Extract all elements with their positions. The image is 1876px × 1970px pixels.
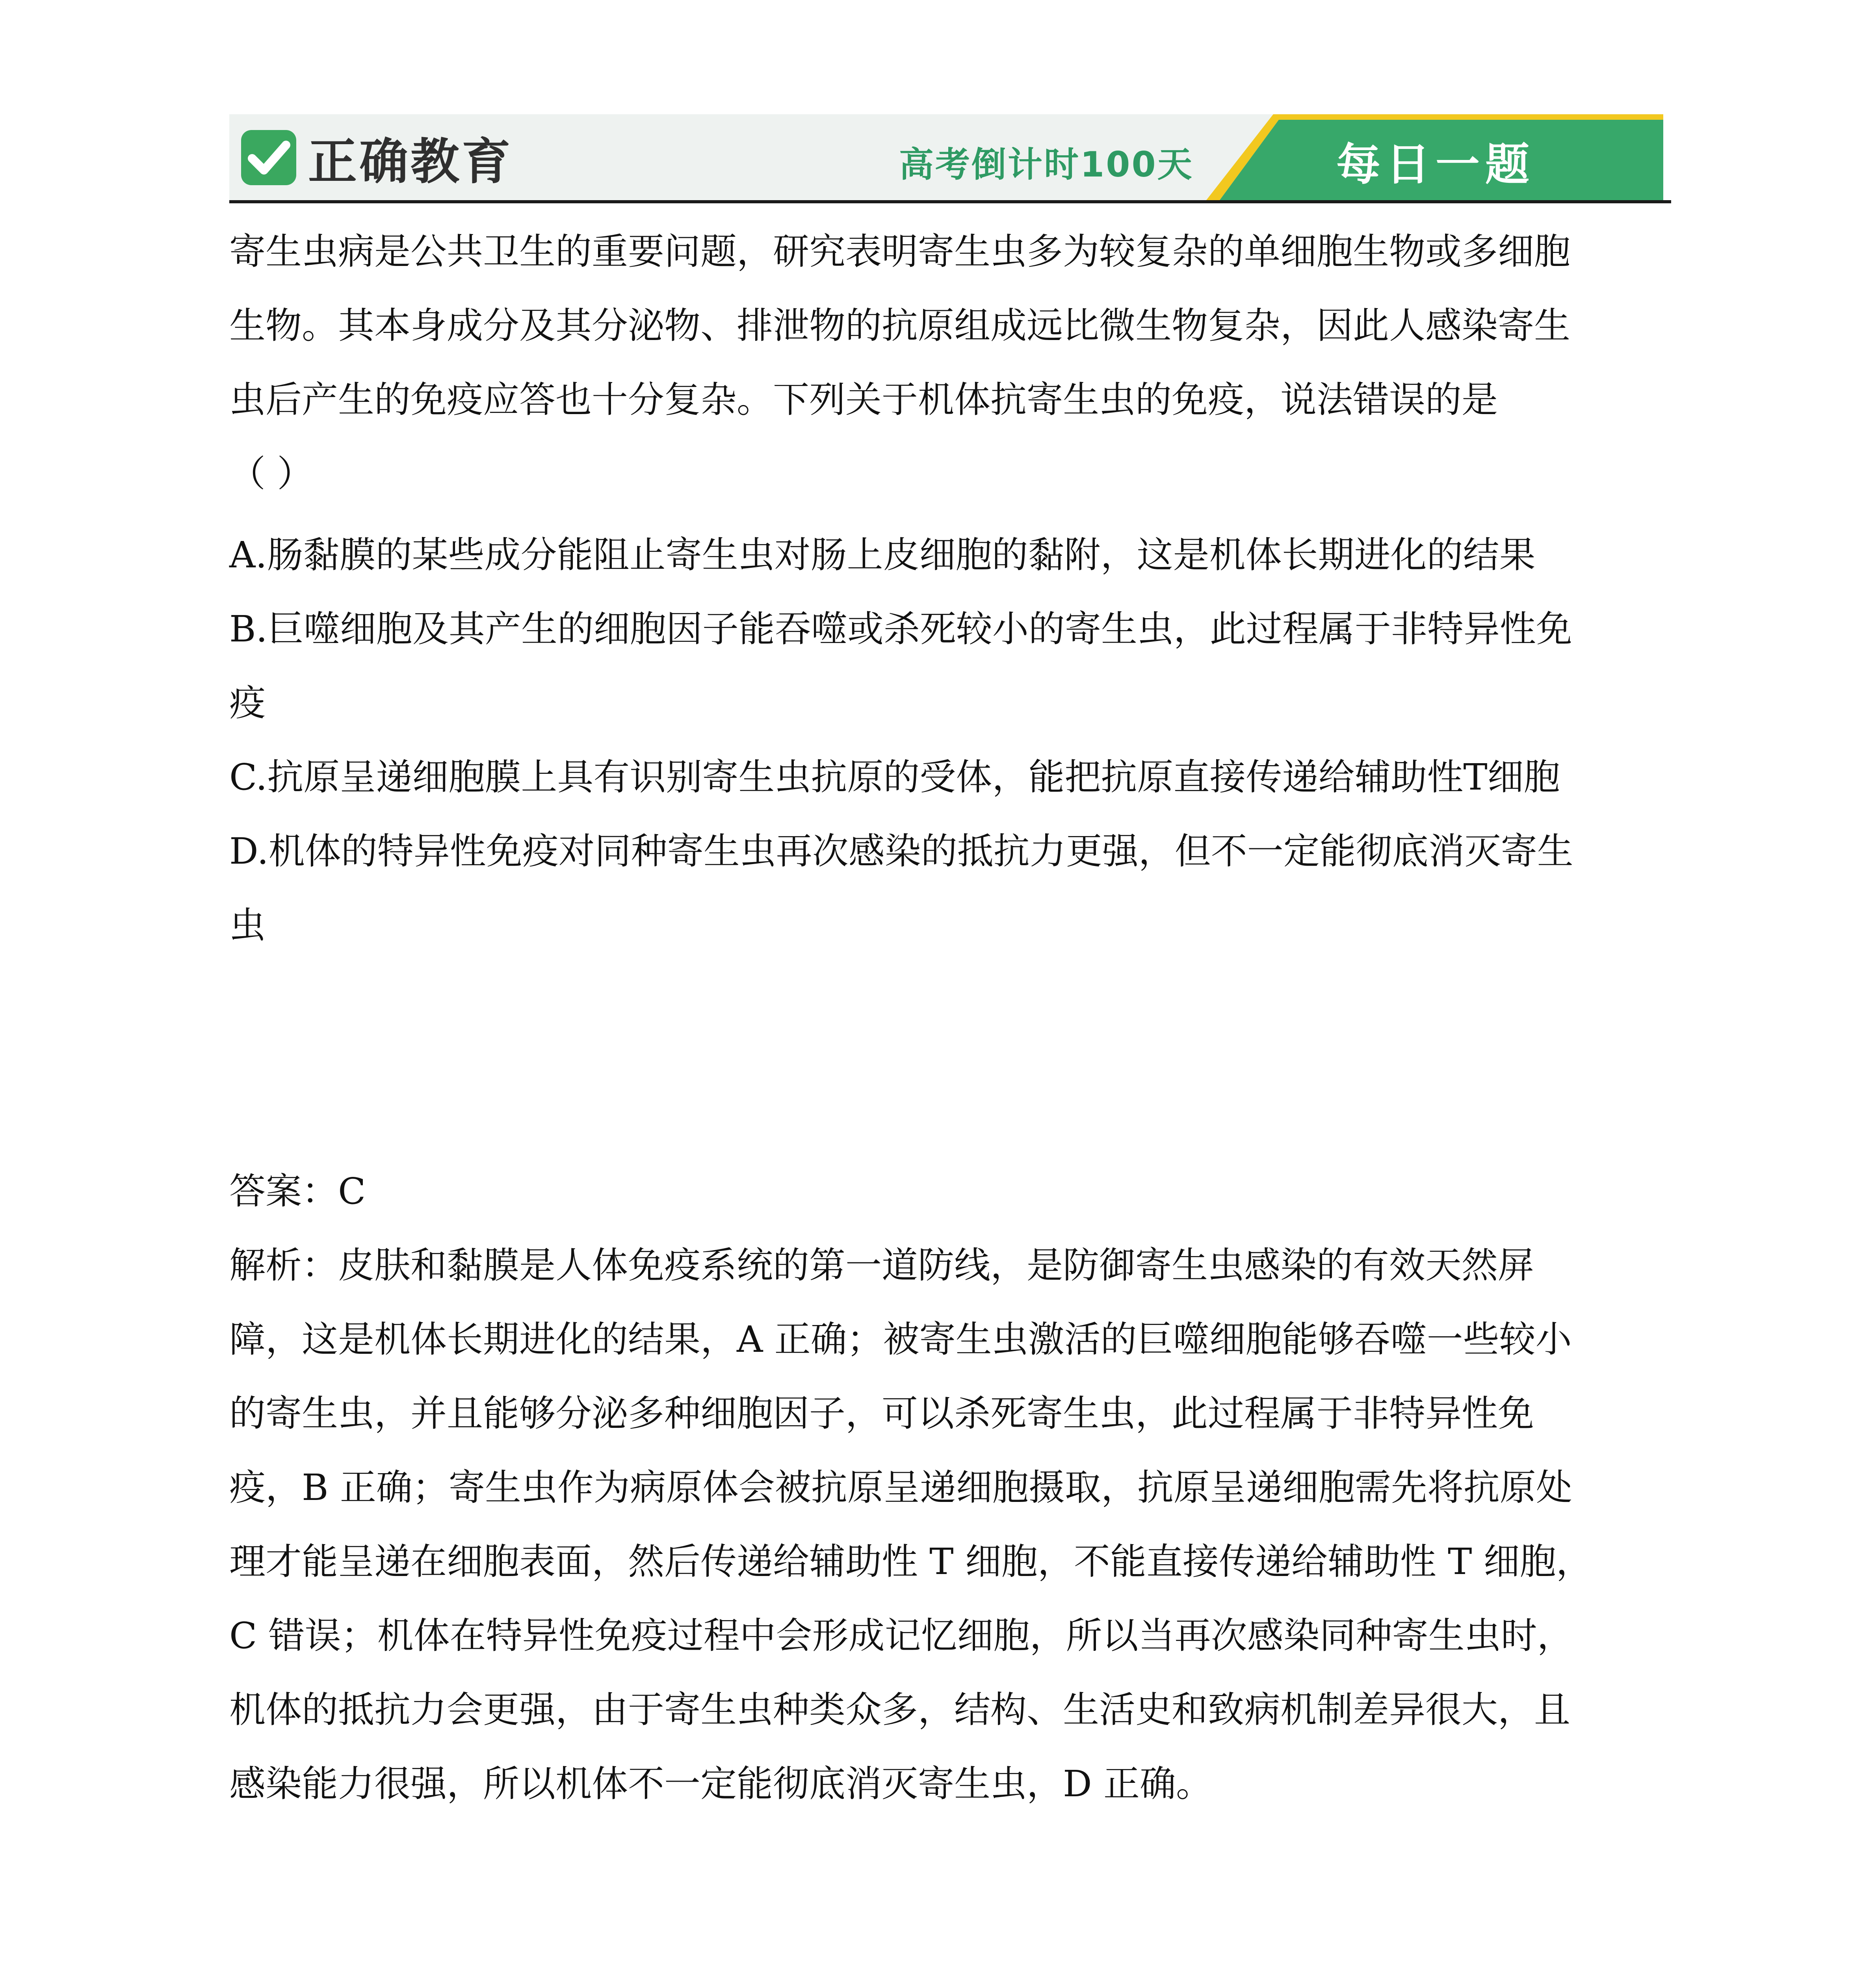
question-stem (229, 215, 1663, 511)
question-line: 生物。其本身成分及其分泌物、排泄物的抗原组成远比微生物复杂，因此人感染寄生 (229, 305, 1571, 347)
option-b-continued: 疫 (229, 682, 266, 724)
answer-options (229, 518, 1663, 963)
analysis (229, 1228, 1663, 1821)
analysis-line: 机体的抵抗力会更强，由于寄生虫种类众多，结构、生活史和致病机制差异很大，且 (229, 1689, 1571, 1731)
question-line: 虫后产生的免疫应答也十分复杂。下列关于机体抗寄生虫的免疫，说法错误的是 (229, 379, 1498, 421)
option-d-continued: 虫 (229, 904, 266, 946)
option-c: C.抗原呈递细胞膜上具有识别寄生虫抗原的受体，能把抗原直接传递给辅助性T细胞 (229, 756, 1560, 798)
daily-question-ribbon (1206, 114, 1663, 200)
analysis-line: 的寄生虫，并且能够分泌多种细胞因子，可以杀死寄生虫，此过程属于非特异性免 (229, 1392, 1534, 1435)
answer-text: 答案：C (229, 1170, 366, 1212)
daily-question-label: 每日一题 (1336, 139, 1535, 190)
analysis-line: 障，这是机体长期进化的结果，A 正确；被寄生虫激活的巨噬细胞能够吞噬一些较小 (229, 1318, 1572, 1360)
option-d: D.机体的特异性免疫对同种寄生虫再次感染的抵抗力更强，但不一定能彻底消灭寄生 (229, 830, 1573, 872)
brand-logo (241, 126, 513, 189)
option-a: A.肠黏膜的某些成分能阻止寄生虫对肠上皮细胞的黏附，这是机体长期进化的结果 (229, 534, 1536, 576)
brand-name: 正确教育 (308, 134, 513, 190)
header-banner (229, 114, 1663, 200)
answer (229, 1154, 1663, 1228)
analysis-line: 解析：皮肤和黏膜是人体免疫系统的第一道防线，是防御寄生虫感染的有效天然屏 (229, 1244, 1534, 1286)
analysis-line: C 错误；机体在特异性免疫过程中会形成记忆细胞，所以当再次感染同种寄生虫时， (229, 1615, 1573, 1657)
countdown-label: 高考倒计时100天 (899, 144, 1194, 185)
checkmark-icon (241, 130, 296, 185)
question-line: 寄生虫病是公共卫生的重要问题，研究表明寄生虫多为较复杂的单细胞生物或多细胞 (229, 230, 1571, 273)
analysis-line: 感染能力很强，所以机体不一定能彻底消灭寄生虫，D 正确。 (229, 1763, 1213, 1805)
analysis-line: 疫，B 正确；寄生虫作为病原体会被抗原呈递细胞摄取，抗原呈递细胞需先将抗原处 (229, 1466, 1572, 1509)
analysis-line: 理才能呈递在细胞表面，然后传递给辅助性 T 细胞，不能直接传递给辅助性 T 细胞， (229, 1541, 1592, 1583)
option-b: B.巨噬细胞及其产生的细胞因子能吞噬或杀死较小的寄生虫，此过程属于非特异性免 (229, 608, 1572, 650)
header-divider (229, 200, 1671, 203)
answer-blank: （ ） (229, 453, 314, 495)
